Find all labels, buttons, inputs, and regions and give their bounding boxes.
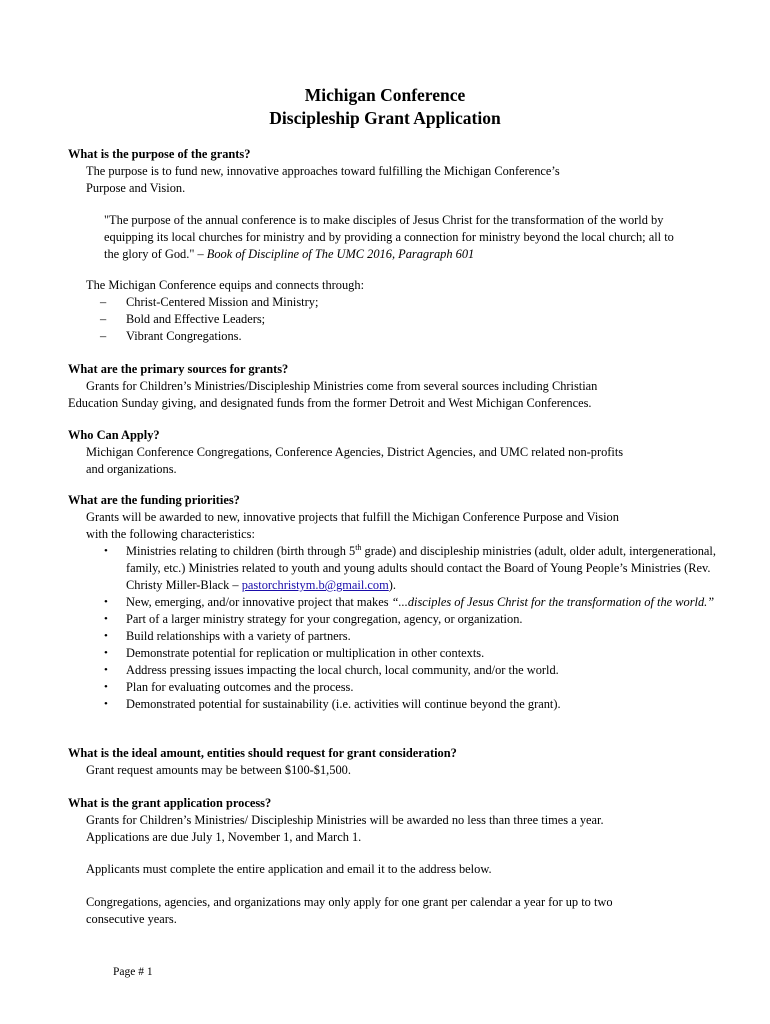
list-item: • Demonstrate potential for replication or multiplication in other contexts.	[104, 646, 485, 660]
sources-section	[68, 361, 748, 412]
process-section	[68, 795, 728, 846]
process-question: What is the grant application process?	[68, 796, 272, 810]
priorities-line: with the following characteristics:	[86, 527, 255, 541]
list-item: – Christ-Centered Mission and Ministry;	[100, 295, 319, 309]
amount-section	[68, 745, 728, 779]
list-item: • Address pressing issues impacting the local church, local community, and/or the world.	[104, 663, 559, 677]
bullet-marker: •	[104, 681, 108, 693]
process-line: Grants for Children’s Ministries/ Discipleship Ministries will be awarded no less than three times a year.	[86, 813, 604, 827]
purpose-question: What is the purpose of the grants?	[68, 147, 251, 161]
amount-line: Grant request amounts may be between $100-$1,500.	[86, 763, 351, 777]
priorities-line: Grants will be awarded to new, innovative projects that fulfill the Michigan Conference Purpose and Vision	[86, 510, 619, 524]
bullet-marker: •	[104, 647, 108, 659]
list-item: • New, emerging, and/or innovative project that makes “...disciples of Jesus Christ for the transformation of the world.”	[104, 595, 715, 609]
amount-question: What is the ideal amount, entities should request for grant consideration?	[68, 746, 457, 760]
who-line: Michigan Conference Congregations, Conference Agencies, District Agencies, and UMC related non-profits	[86, 445, 624, 459]
equips-intro: The Michigan Conference equips and connects through:	[86, 278, 365, 292]
process-para-2	[68, 861, 728, 878]
bullet-marker: •	[104, 698, 108, 710]
email-link[interactable]: pastorchristym.b@gmail.com	[241, 578, 389, 592]
page-title: Michigan Conference	[304, 85, 466, 105]
list-item: • Part of a larger ministry strategy for your congregation, agency, or organization.	[104, 612, 523, 626]
equips-list	[68, 294, 728, 345]
list-item: • Build relationships with a variety of partners.	[104, 629, 351, 643]
list-item: • Demonstrated potential for sustainability (i.e. activities will continue beyond the grant).	[104, 697, 561, 711]
quote-text: "The purpose of the annual conference is to make disciples of Jesus Christ for the transformation of the world by equipping its local churches for ministry and by providing a connection for ministry beyond the local church; all to the glory of God." –	[104, 213, 674, 261]
who-line: and organizations.	[86, 462, 177, 476]
purpose-section	[68, 146, 728, 197]
sources-line: Grants for Children’s Ministries/Discipleship Ministries come from several sources including Christian	[86, 379, 598, 393]
dash-marker: –	[100, 295, 107, 309]
page-number: Page # 1	[113, 966, 153, 978]
purpose-line: The purpose is to fund new, innovative approaches toward fulfilling the Michigan Conference’s	[86, 164, 560, 178]
who-section	[68, 427, 748, 478]
list-item: • Plan for evaluating outcomes and the process.	[104, 680, 354, 694]
process-line: Applicants must complete the entire application and email it to the address below.	[86, 862, 492, 876]
bullet-marker: •	[104, 630, 108, 642]
bullet-marker: •	[104, 664, 108, 676]
sources-question: What are the primary sources for grants?	[68, 362, 289, 376]
priorities-section	[68, 492, 748, 713]
equips-section	[68, 277, 728, 345]
process-line: Applications are due July 1, November 1, and March 1.	[86, 830, 362, 844]
priorities-list	[68, 543, 748, 713]
bullet-marker: •	[104, 596, 108, 608]
bullet-marker: •	[104, 613, 108, 625]
process-line: consecutive years.	[86, 912, 177, 926]
quote-citation: Book of Discipline of The UMC 2016, Paragraph 601	[206, 247, 475, 261]
list-item: • Ministries relating to children (birth through 5th grade) and discipleship ministries (adult, older adult, intergenerational, family, etc.) Ministries related to youth and young adults should contact the Board of Young People’s Ministries (Rev. Christy Miller-Black – pastorchristym.b@gmail.com).	[104, 542, 716, 592]
who-question: Who Can Apply?	[68, 428, 160, 442]
purpose-line: Purpose and Vision.	[86, 181, 186, 195]
page-subtitle: Discipleship Grant Application	[269, 108, 501, 128]
discipline-quote	[104, 212, 689, 263]
sources-line: Education Sunday giving, and designated funds from the former Detroit and West Michigan Conferences.	[68, 396, 592, 410]
process-para-3	[68, 894, 728, 928]
list-item: – Bold and Effective Leaders;	[100, 312, 266, 326]
dash-marker: –	[100, 329, 107, 343]
process-line: Congregations, agencies, and organizations may only apply for one grant per calendar a year for up to two	[86, 895, 613, 909]
bullet-marker: •	[104, 545, 108, 557]
dash-marker: –	[100, 312, 107, 326]
priorities-question: What are the funding priorities?	[68, 493, 240, 507]
list-item: – Vibrant Congregations.	[100, 329, 242, 343]
